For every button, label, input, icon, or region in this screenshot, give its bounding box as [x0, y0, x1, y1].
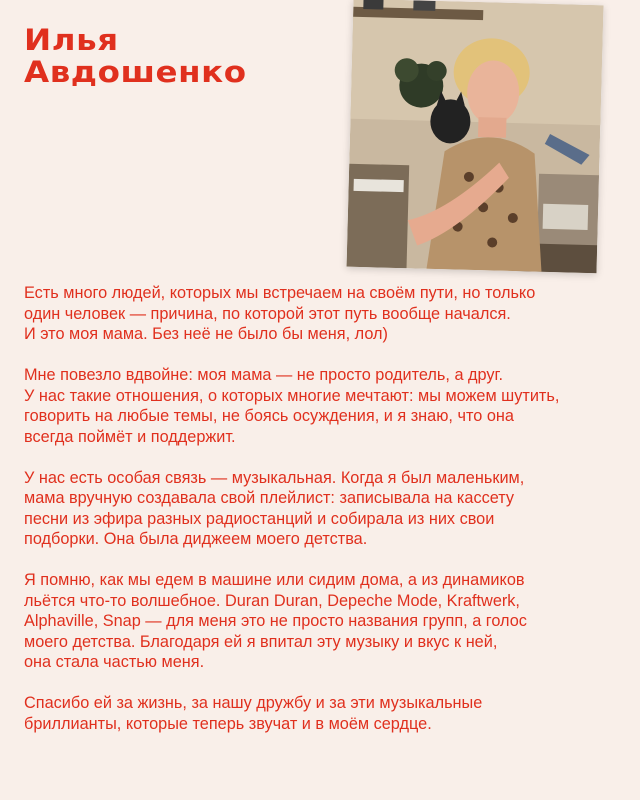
text-line: Я помню, как мы едем в машине или сидим дома, а из динамиков: [24, 571, 525, 589]
paragraph: [24, 693, 614, 734]
paragraph: [24, 365, 614, 447]
text-line: бриллианты, которые теперь звучат и в моём сердце.: [24, 714, 432, 733]
page-title: [24, 24, 247, 88]
text-line: Мне повезло вдвойне: моя мама — не просто родитель, а друг.: [24, 366, 504, 384]
article-body: [24, 283, 614, 755]
text-line: говорить на любые темы, не боясь осуждения, и я знаю, что она: [24, 407, 514, 425]
text-line: она стала частью меня.: [24, 653, 205, 671]
text-line: песни из эфира разных радиостанций и собирала из них свои: [24, 509, 495, 528]
text-line: один человек — причина, по которой этот путь вообще начался.: [24, 304, 511, 323]
text-line: мама вручную создавала свой плейлист: записывала на кассету: [24, 489, 515, 507]
portrait-photo: [347, 0, 604, 273]
last-name: Авдошенко: [24, 55, 247, 89]
paragraph: [24, 570, 614, 673]
paragraph: [24, 283, 614, 345]
first-name: Илья: [24, 23, 119, 57]
text-line: льётся что-то волшебное. Duran Duran, Depeche Mode, Kraftwerk,: [24, 591, 520, 610]
text-line: И это моя мама. Без неё не было бы меня, лол): [24, 325, 388, 343]
text-line: Есть много людей, которых мы встречаем на своём пути, но только: [24, 284, 536, 302]
text-line: У нас такие отношения, о которых многие мечтают: мы можем шутить,: [24, 386, 560, 405]
text-line: моего детства. Благодаря ей я впитал эту музыку и вкус к ней,: [24, 632, 498, 651]
text-line: Alphaville, Snap — для меня это не просто названия групп, а голос: [24, 612, 527, 630]
text-line: всегда поймёт и поддержит.: [24, 427, 236, 446]
text-line: Спасибо ей за жизнь, за нашу дружбу и за эти музыкальные: [24, 694, 483, 712]
paragraph: [24, 468, 614, 550]
text-line: подборки. Она была диджеем моего детства.: [24, 530, 368, 548]
text-line: У нас есть особая связь — музыкальная. Когда я был маленьким,: [24, 468, 525, 487]
